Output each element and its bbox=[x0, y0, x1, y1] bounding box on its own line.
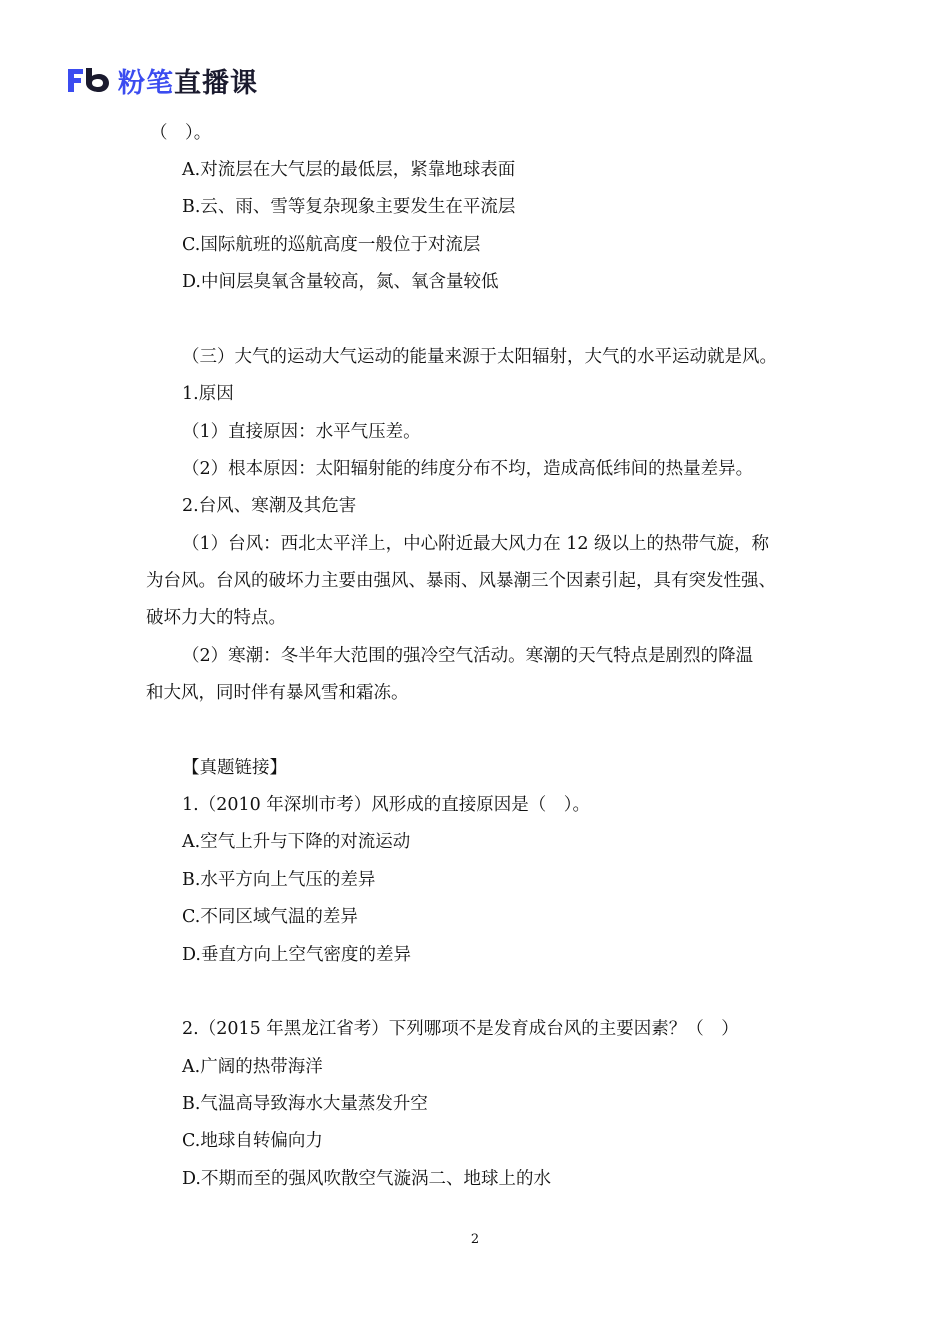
option-c: C.国际航班的巡航高度一般位于对流层 bbox=[182, 235, 481, 255]
q2-option-b: B.气温高导致海水大量蒸发升空 bbox=[182, 1094, 428, 1114]
section-heading-atmosphere-motion: （三）大气的运动大气运动的能量来源于太阳辐射，大气的水平运动就是风。 bbox=[182, 347, 777, 367]
option-b: B.云、雨、雪等复杂现象主要发生在平流层 bbox=[182, 197, 516, 217]
option-d: D.中间层臭氧含量较高，氮、氧含量较低 bbox=[182, 272, 499, 292]
q1-option-a: A.空气上升与下降的对流运动 bbox=[182, 832, 411, 852]
q2-option-d: D.不期而至的强风吹散空气漩涡二、地球上的水 bbox=[182, 1169, 551, 1189]
paragraph-direct-cause: （1）直接原因：水平气压差。 bbox=[182, 422, 421, 442]
subheading-cause: 1.原因 bbox=[182, 384, 234, 404]
q1-option-c: C.不同区域气温的差异 bbox=[182, 907, 358, 927]
q1-option-d: D.垂直方向上空气密度的差异 bbox=[182, 945, 411, 965]
section-heading-exam-links: 【真题链接】 bbox=[182, 758, 287, 778]
question-2: 2.（2015 年黑龙江省考）下列哪项不是发育成台风的主要因素？（ ） bbox=[182, 1019, 739, 1039]
subheading-typhoon-coldwave: 2.台风、寒潮及其危害 bbox=[182, 496, 357, 516]
paragraph-coldwave-line2: 和大风，同时伴有暴风雪和霜冻。 bbox=[146, 683, 409, 703]
paragraph-coldwave-line1: （2）寒潮：冬半年大范围的强冷空气活动。寒潮的天气特点是剧烈的降温 bbox=[182, 646, 754, 666]
paragraph-typhoon-line2: 为台风。台风的破坏力主要由强风、暴雨、风暴潮三个因素引起，具有突发性强、 bbox=[146, 571, 776, 591]
paragraph-typhoon-line1: （1）台风：西北太平洋上，中心附近最大风力在 12 级以上的热带气旋，称 bbox=[182, 534, 770, 554]
logo-text-part1: 粉笔 bbox=[118, 67, 174, 99]
fb-logo-icon bbox=[66, 66, 112, 94]
q1-option-b: B.水平方向上气压的差异 bbox=[182, 870, 376, 890]
question-1: 1.（2010 年深圳市考）风形成的直接原因是（ ）。 bbox=[182, 795, 591, 815]
question-blank-line: （ ）。 bbox=[150, 123, 212, 143]
page-number: 2 bbox=[470, 1232, 480, 1247]
paragraph-typhoon-line3: 破坏力大的特点。 bbox=[146, 608, 286, 628]
brand-logo bbox=[66, 60, 258, 100]
q2-option-a: A.广阔的热带海洋 bbox=[182, 1057, 323, 1077]
logo-text-part2: 直播课 bbox=[174, 67, 258, 99]
option-a: A.对流层在大气层的最低层，紧靠地球表面 bbox=[182, 160, 516, 180]
paragraph-root-cause: （2）根本原因：太阳辐射能的纬度分布不均，造成高低纬间的热量差异。 bbox=[182, 459, 754, 479]
q2-option-c: C.地球自转偏向力 bbox=[182, 1131, 323, 1151]
